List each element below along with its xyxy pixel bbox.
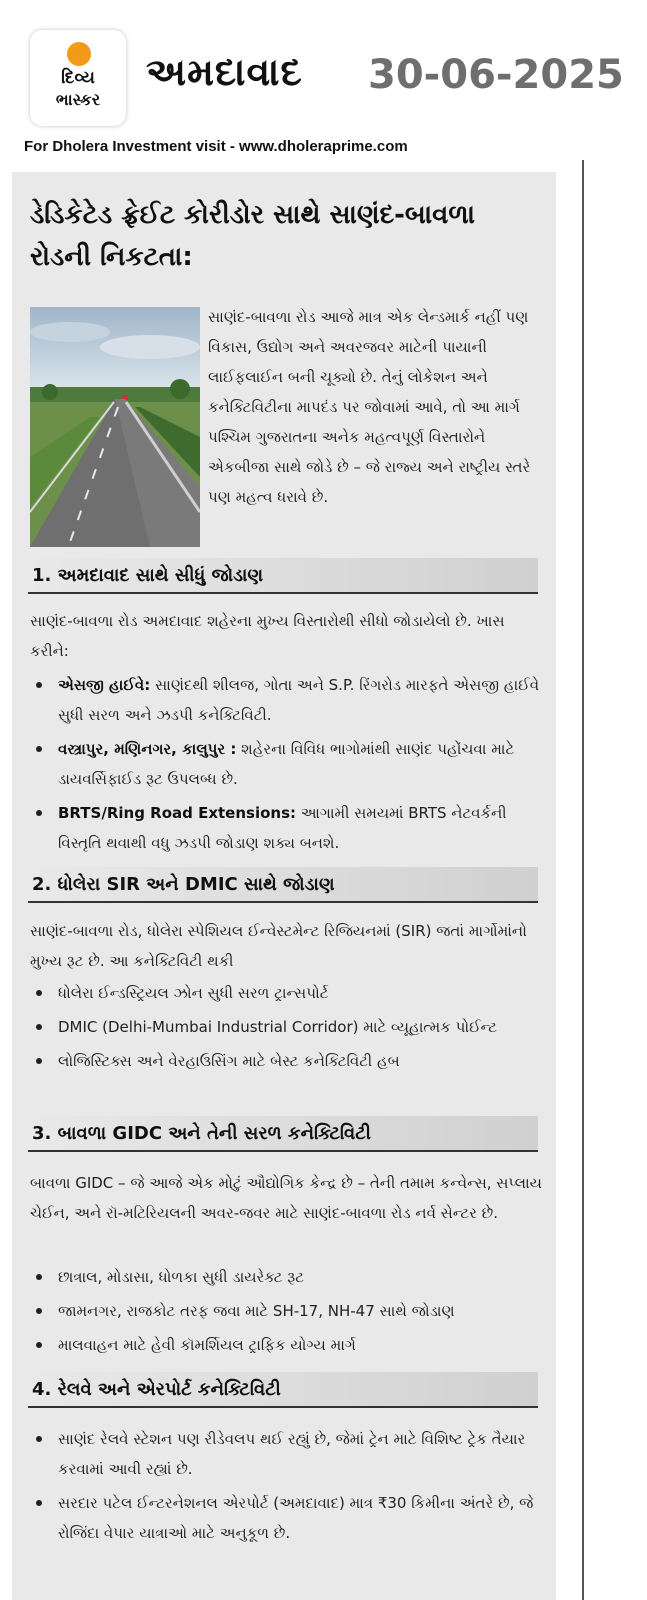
logo-line-1: દિવ્ય — [61, 68, 95, 88]
list-item-text: ધોલેરા ઈન્ડસ્ટ્રિયલ ઝોન સુધી સરળ ટ્રાન્સપોર્ટ — [58, 984, 329, 1002]
list-item-text: છાત્રાલ, મોડાસા, ધોળકા સુધી ડાયરેક્ટ રૂટ — [58, 1268, 304, 1286]
list-item — [30, 670, 544, 730]
section-1-list — [30, 670, 544, 862]
list-item-text: આગામી સમયમાં BRTS નેટવર્કની વિસ્તૃતિ થવાથી વધુ ઝડપી જોડાણ શક્ય બનશે. — [58, 804, 507, 852]
list-item — [30, 1488, 544, 1548]
list-item-text: માલવાહન માટે હેવી કૉમર્શિયલ ટ્રાફિક યોગ્ય માર્ગ — [58, 1336, 356, 1354]
section-3-paragraph: બાવળા GIDC – જે આજે એક મોટું ઔદ્યોગિક કેન્દ્ર છે – તેની તમામ કન્વેન્સ, સપ્લાય ચેઈન, અને રૉ-મટિરિયલની અવર-જવર માટે સાણંદ-બાવળા રોડ નર્વ સેન્ટર છે. — [30, 1174, 542, 1222]
list-item — [30, 1012, 544, 1042]
list-item-text: શહેરના વિવિધ ભાગોમાંથી સાણંદ પહોંચવા માટે ડાયવર્સિફાઈડ રૂટ ઉપલબ્ધ છે. — [58, 740, 515, 788]
sun-icon — [67, 42, 91, 66]
list-item — [30, 1262, 544, 1292]
list-item — [30, 978, 544, 1008]
edition-date: 30-06-2025 — [368, 52, 624, 98]
promo-line: For Dholera Investment visit - www.dholeraprime.com — [24, 138, 408, 155]
road-photo — [30, 307, 200, 547]
section-title-3: 3. બાવળા GIDC અને તેની સરળ કનેક્ટિવિટી — [28, 1116, 538, 1152]
list-item-text: DMIC (Delhi-Mumbai Industrial Corridor) માટે વ્યૂહાત્મક પોઈન્ટ — [58, 1018, 497, 1036]
list-item-bold: એસજી હાઈવે: — [58, 676, 151, 694]
list-item — [30, 1330, 544, 1360]
list-item-bold: BRTS/Ring Road Extensions: — [58, 804, 297, 822]
masthead — [0, 0, 647, 130]
list-item-text: જામનગર, રાજકોટ તરફ જવા માટે SH-17, NH-47 સાથે જોડાણ — [58, 1302, 455, 1320]
column-divider — [582, 160, 584, 1600]
list-item — [30, 1046, 544, 1076]
section-title-4: 4. રેલવે અને એરપોર્ટ કનેક્ટિવિટી — [28, 1372, 538, 1408]
road-image — [30, 307, 200, 547]
list-item — [30, 1424, 544, 1484]
list-item-text: સાણંદથી શીલજ, ગોતા અને S.P. રિંગરોડ મારફતે એસજી હાઈવે સુધી સરળ અને ઝડપી કનેક્ટિવિટી. — [58, 676, 540, 724]
list-item — [30, 734, 544, 794]
section-1-paragraph: સાણંદ-બાવળા રોડ અમદાવાદ શહેરના મુખ્ય વિસ્તારોથી સીધો જોડાયેલો છે. ખાસ કરીને: — [30, 612, 505, 660]
list-item-text: સરદાર પટેલ ઈન્ટરનેશનલ એરપોર્ટ (અમદાવાદ) માત્ર ₹30 કિમીના અંતરે છે, જે રોજિંદા વેપાર યાત્રાઓ માટે અનુકૂળ છે. — [58, 1494, 534, 1542]
section-3-list — [30, 1262, 544, 1364]
section-title-2: 2. ધોલેરા SIR અને DMIC સાથે જોડાણ — [28, 867, 538, 903]
list-item-bold: વસ્ત્રાપુર, મણિનગર, કાલુપુર : — [58, 740, 237, 758]
section-2-paragraph: સાણંદ-બાવળા રોડ, ધોલેરા સ્પેશિયલ ઈન્વેસ્ટમેન્ટ રિજિયનમાં (SIR) જતાં માર્ગોમાંનો મુખ્ય રૂટ છે. આ કનેક્ટિવિટી થકી — [30, 922, 527, 970]
section-title-1: 1. અમદાવાદ સાથે સીધું જોડાણ — [28, 558, 538, 594]
logo-line-2: ભાસ્કર — [55, 90, 101, 109]
article — [12, 172, 556, 1600]
section-4-list — [30, 1424, 544, 1552]
list-item — [30, 1296, 544, 1326]
list-item-text: લોજિસ્ટિક્સ અને વેરહાઉસિંગ માટે બેસ્ટ કનેક્ટિવિટી હબ — [58, 1052, 400, 1070]
article-headline: ડેડિકેટેડ ફ્રેઈટ કોરીડોર સાથે સાણંદ-બાવળા રોડની નિકટતા: — [30, 200, 476, 272]
list-item — [30, 798, 544, 858]
divya-bhaskar-logo — [30, 30, 126, 126]
list-item-text: સાણંદ રેલવે સ્ટેશન પણ રીડેવલપ થઈ રહ્યું છે, જેમાં ટ્રેન માટે વિશિષ્ટ ટ્રેક તૈયાર કરવામાં આવી રહ્યાં છે. — [58, 1430, 526, 1478]
article-intro: સાણંદ-બાવળા રોડ આજે માત્ર એક લેન્ડમાર્ક નહીં પણ વિકાસ, ઉદ્યોગ અને અવરજવર માટેની પાયાની લાઈફલાઈન બની ચૂક્યો છે. તેનું લોકેશન અને કનેક્ટિવિટીના માપદંડ પર જોવામાં આવે, તો આ માર્ગ પશ્ચિમ ગુજરાતના અનેક મહત્વપૂર્ણ વિસ્તારોને એકબીજા સાથે જોડે છે – જે રાજ્ય અને રાષ્ટ્રીય સ્તરે પણ મહત્વ ધરાવે છે. — [208, 308, 531, 506]
edition-city: અમદાવાદ — [146, 50, 303, 94]
section-2-list — [30, 978, 544, 1080]
